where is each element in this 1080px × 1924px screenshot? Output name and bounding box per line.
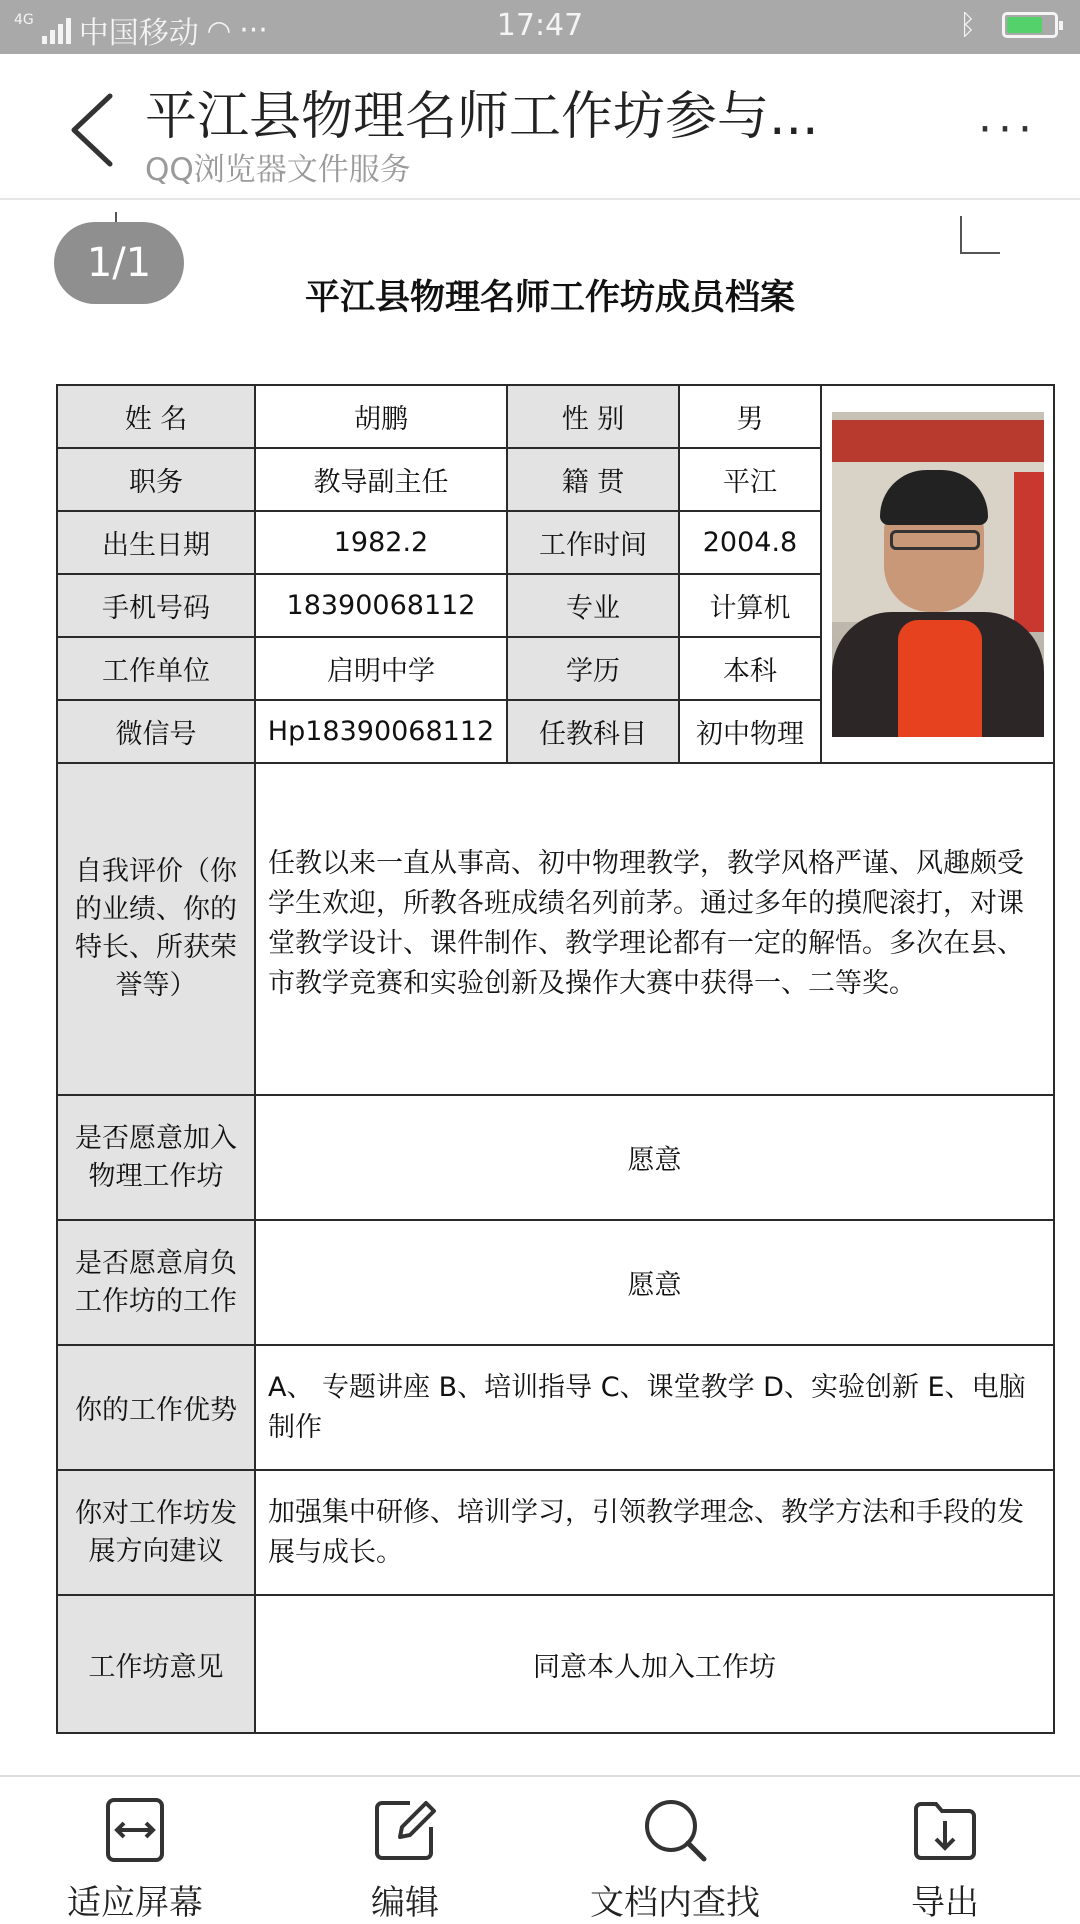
table-row [57, 385, 1054, 448]
edit-label: 编辑 [371, 1883, 439, 1923]
network-type: 4G [14, 12, 34, 28]
value-cell: 本科 [679, 637, 821, 700]
edit-button[interactable] [305, 1795, 505, 1924]
label-cell: 学历 [507, 637, 679, 700]
label-cell: 任教科目 [507, 700, 679, 763]
table-row [57, 1095, 1054, 1220]
value-cell: 教导副主任 [255, 448, 507, 511]
label-cell: 职务 [57, 448, 255, 511]
label-cell: 工作时间 [507, 511, 679, 574]
table-row [57, 763, 1054, 1095]
value-cell: 男 [679, 385, 821, 448]
find-label: 文档内查找 [590, 1883, 760, 1923]
crop-mark [960, 216, 962, 252]
back-arrow-icon [62, 90, 122, 170]
value-cell: 18390068112 [255, 574, 507, 637]
opinion-label: 工作坊意见 [57, 1595, 255, 1733]
fit-screen-icon [100, 1795, 170, 1865]
carrier-name: 中国移动 [78, 16, 199, 51]
value-cell: 计算机 [679, 574, 821, 637]
table-row [57, 1470, 1054, 1595]
advantage-label: 你的工作优势 [57, 1345, 255, 1470]
label-cell: 手机号码 [57, 574, 255, 637]
page-indicator: 1/1 [54, 222, 184, 304]
table-row [57, 1595, 1054, 1733]
status-bar [0, 0, 1080, 54]
member-form-table [56, 384, 1055, 1734]
advantage-value: A、 专题讲座 B、培训指导 C、课堂教学 D、实验创新 E、电脑制作 [255, 1345, 1054, 1470]
bluetooth-icon: ᛒ [959, 8, 976, 41]
label-cell: 工作单位 [57, 637, 255, 700]
table-row [57, 1220, 1054, 1345]
export-folder-icon [910, 1795, 980, 1865]
suggestion-label: 你对工作坊发展方向建议 [57, 1470, 255, 1595]
crop-mark [960, 252, 1000, 254]
self-eval-value: 任教以来一直从事高、初中物理教学，教学风格严谨、风趣颇受学生欢迎，所教各班成绩名列前茅。通过多年的摸爬滚打，对课堂教学设计、课件制作、教学理论都有一定的解悟。多次在县、市教学竞赛和实验创新及操作大赛中获得一、二等奖。 [255, 763, 1054, 1095]
member-photo [832, 412, 1044, 737]
fit-screen-label: 适应屏幕 [67, 1883, 203, 1923]
value-cell: 平江 [679, 448, 821, 511]
self-eval-label: 自我评价（你的业绩、你的特长、所获荣誉等） [57, 763, 255, 1095]
export-button[interactable] [845, 1795, 1045, 1924]
value-cell: 初中物理 [679, 700, 821, 763]
photo-cell [821, 385, 1054, 763]
join-value: 愿意 [255, 1095, 1054, 1220]
value-cell: 胡鹏 [255, 385, 507, 448]
label-cell: 籍 贯 [507, 448, 679, 511]
app-header [0, 54, 1080, 200]
suggestion-value: 加强集中研修、培训学习，引领教学理念、教学方法和手段的发展与成长。 [255, 1470, 1054, 1595]
more-menu-button[interactable]: ··· [978, 104, 1038, 155]
value-cell: Hp18390068112 [255, 700, 507, 763]
file-title: 平江县物理名师工作坊参与... [145, 87, 819, 147]
battery-icon [1002, 12, 1058, 38]
fit-screen-button[interactable] [35, 1795, 235, 1924]
document-title: 平江县物理名师工作坊成员档案 [304, 278, 795, 318]
table-row [57, 1345, 1054, 1470]
opinion-value: 同意本人加入工作坊 [255, 1595, 1054, 1733]
status-right [959, 8, 1058, 41]
find-in-document-button[interactable] [575, 1795, 775, 1924]
service-subtitle: QQ浏览器文件服务 [145, 152, 411, 188]
notification-dots: ··· [239, 12, 268, 48]
join-label: 是否愿意加入物理工作坊 [57, 1095, 255, 1220]
label-cell: 姓 名 [57, 385, 255, 448]
edit-icon [370, 1795, 440, 1865]
export-label: 导出 [911, 1883, 979, 1923]
value-cell: 启明中学 [255, 637, 507, 700]
duty-label: 是否愿意肩负工作坊的工作 [57, 1220, 255, 1345]
search-icon [640, 1795, 710, 1865]
label-cell: 性 别 [507, 385, 679, 448]
bottom-toolbar [0, 1775, 1080, 1922]
label-cell: 出生日期 [57, 511, 255, 574]
clock: 17:47 [496, 8, 584, 43]
document-viewer[interactable] [0, 200, 1080, 1775]
label-cell: 微信号 [57, 700, 255, 763]
back-button[interactable] [62, 90, 122, 170]
label-cell: 专业 [507, 574, 679, 637]
value-cell: 2004.8 [679, 511, 821, 574]
value-cell: 1982.2 [255, 511, 507, 574]
duty-value: 愿意 [255, 1220, 1054, 1345]
wifi-icon: ◠ [206, 13, 232, 47]
